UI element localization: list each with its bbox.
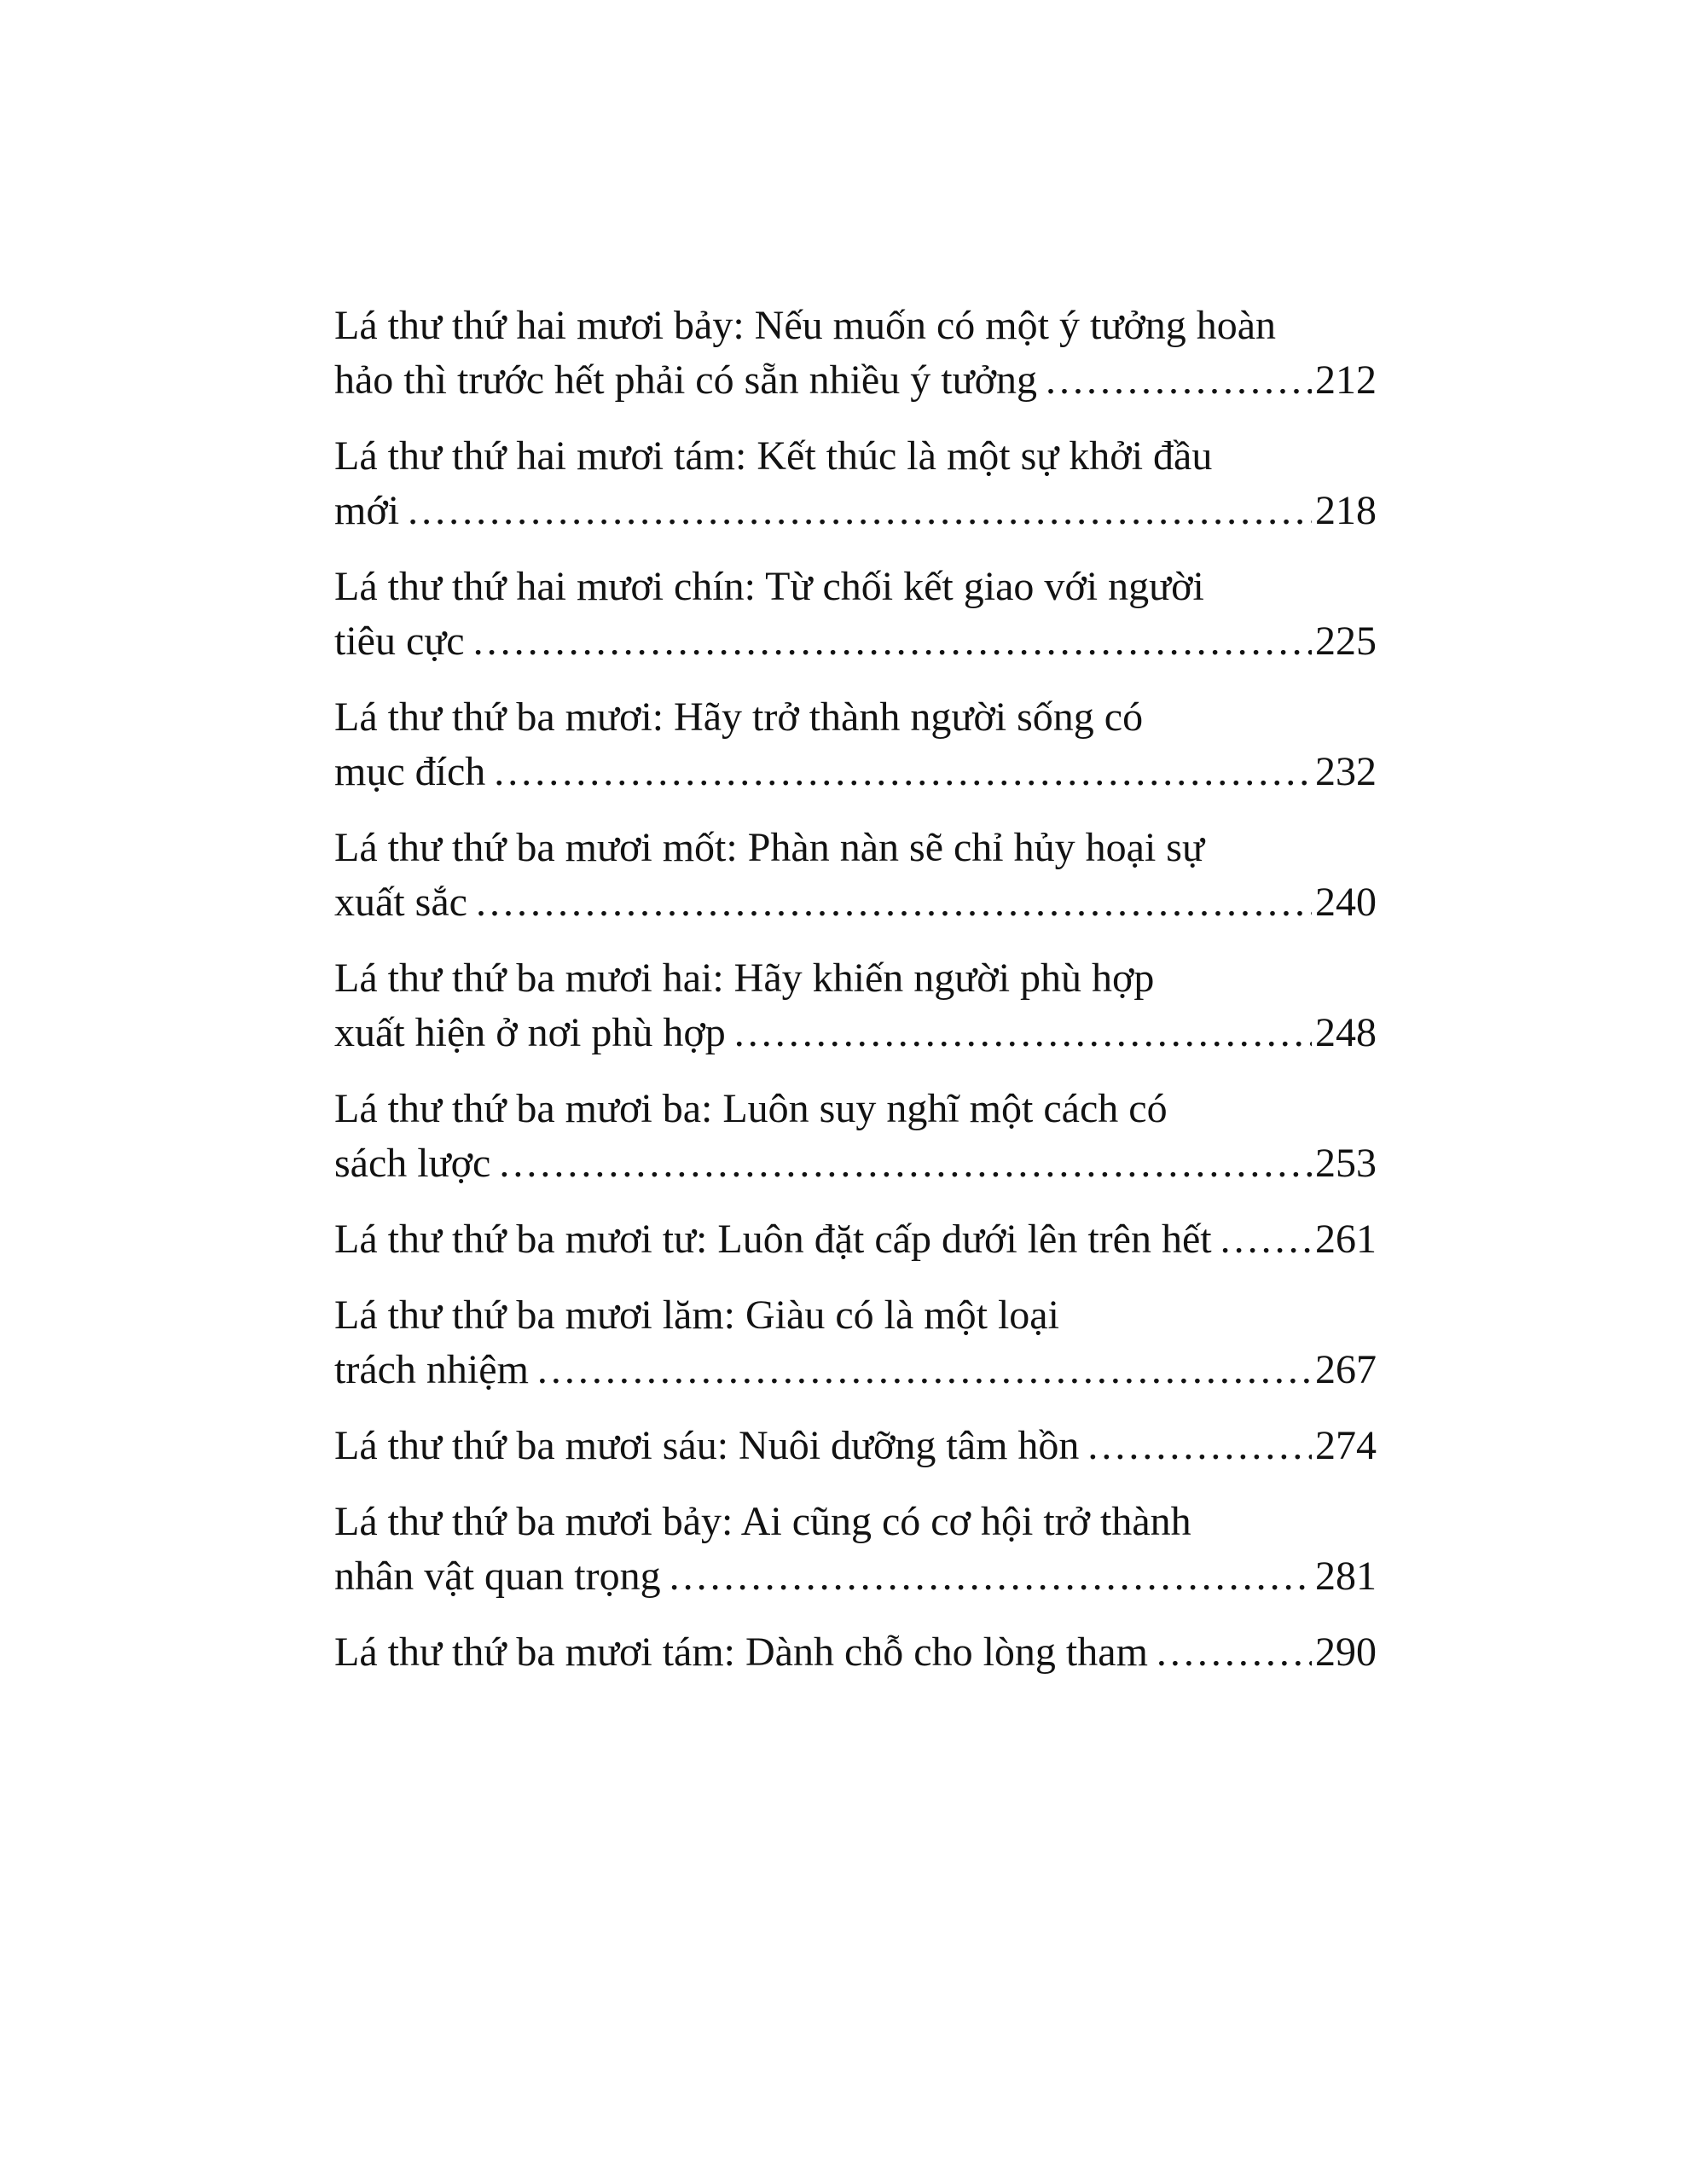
toc-entry-title-line: Lá thư thứ ba mươi: Hãy trở thành người sống có — [334, 694, 1144, 740]
toc-entry-title-line: xuất hiện ở nơi phù hợp — [334, 1010, 726, 1055]
dot-leader — [1046, 353, 1312, 408]
page-number: 267 — [1315, 1347, 1377, 1392]
page-number: 248 — [1315, 1010, 1377, 1055]
page-number: 218 — [1315, 488, 1377, 533]
toc-entry-title-line: nhân vật quan trọng — [334, 1554, 661, 1599]
toc-entry-title-line: Lá thư thứ hai mươi bảy: Nếu muốn có một ý tưởng hoàn — [334, 303, 1276, 348]
toc-entry-title-line: Lá thư thứ ba mươi mốt: Phàn nàn sẽ chỉ hủy hoại sự — [334, 825, 1204, 870]
toc-entry-title-line: xuất sắc — [334, 880, 467, 925]
toc-entry — [334, 299, 1377, 408]
toc-entry — [334, 951, 1377, 1060]
toc-entry — [334, 560, 1377, 669]
page-number: 212 — [1315, 357, 1377, 403]
dot-leader — [408, 484, 1312, 538]
toc-entry-title-line: Lá thư thứ ba mươi tư: Luôn đặt cấp dưới lên trên hết — [334, 1217, 1212, 1262]
toc-entry-title-line: Lá thư thứ ba mươi hai: Hãy khiến người phù hợp — [334, 956, 1155, 1001]
toc-entry-title-line: trách nhiệm — [334, 1347, 529, 1392]
toc-entry — [334, 1082, 1377, 1191]
toc-entry — [334, 429, 1377, 538]
page-number: 261 — [1315, 1217, 1377, 1262]
dot-leader — [1157, 1625, 1312, 1680]
page-number: 281 — [1315, 1554, 1377, 1599]
dot-leader — [476, 875, 1312, 930]
toc-entry — [334, 690, 1377, 799]
toc-entry-title-line: Lá thư thứ hai mươi tám: Kết thúc là một sự khởi đầu — [334, 433, 1213, 479]
dot-leader — [473, 614, 1312, 669]
toc-entry-title-line: Lá thư thứ ba mươi lăm: Giàu có là một loại — [334, 1292, 1059, 1338]
toc-entry-title-line: Lá thư thứ ba mươi ba: Luôn suy nghĩ một cách có — [334, 1086, 1168, 1131]
toc-entry-title-line: mục đích — [334, 749, 486, 794]
table-of-contents — [334, 299, 1377, 1701]
toc-entry — [334, 1495, 1377, 1604]
toc-entry-title-line: mới — [334, 488, 400, 533]
dot-leader — [494, 745, 1312, 799]
toc-entry-title-line: sách lược — [334, 1141, 491, 1186]
dot-leader — [1087, 1419, 1312, 1473]
toc-entry-title-line: Lá thư thứ ba mươi tám: Dành chỗ cho lòng tham — [334, 1629, 1148, 1675]
page-number: 240 — [1315, 880, 1377, 925]
page-number: 274 — [1315, 1423, 1377, 1468]
page-number: 225 — [1315, 619, 1377, 664]
page-number: 253 — [1315, 1141, 1377, 1186]
toc-entry — [334, 1625, 1377, 1680]
toc-entry — [334, 1212, 1377, 1267]
toc-entry-title-line: tiêu cực — [334, 619, 465, 664]
toc-entry — [334, 1419, 1377, 1473]
toc-entry-title-line: Lá thư thứ hai mươi chín: Từ chối kết giao với người — [334, 564, 1204, 609]
toc-entry-title-line: Lá thư thứ ba mươi bảy: Ai cũng có cơ hội trở thành — [334, 1499, 1191, 1544]
toc-entry-title-line: hảo thì trước hết phải có sẵn nhiều ý tưởng — [334, 357, 1037, 403]
toc-entry-title-line: Lá thư thứ ba mươi sáu: Nuôi dưỡng tâm hồn — [334, 1423, 1080, 1468]
toc-entry — [334, 1288, 1377, 1397]
page-number: 232 — [1315, 749, 1377, 794]
dot-leader — [1220, 1212, 1312, 1267]
page-number: 290 — [1315, 1629, 1377, 1675]
toc-entry — [334, 821, 1377, 930]
dot-leader — [734, 1006, 1312, 1060]
dot-leader — [537, 1343, 1312, 1397]
dot-leader — [670, 1549, 1312, 1604]
dot-leader — [499, 1136, 1312, 1191]
